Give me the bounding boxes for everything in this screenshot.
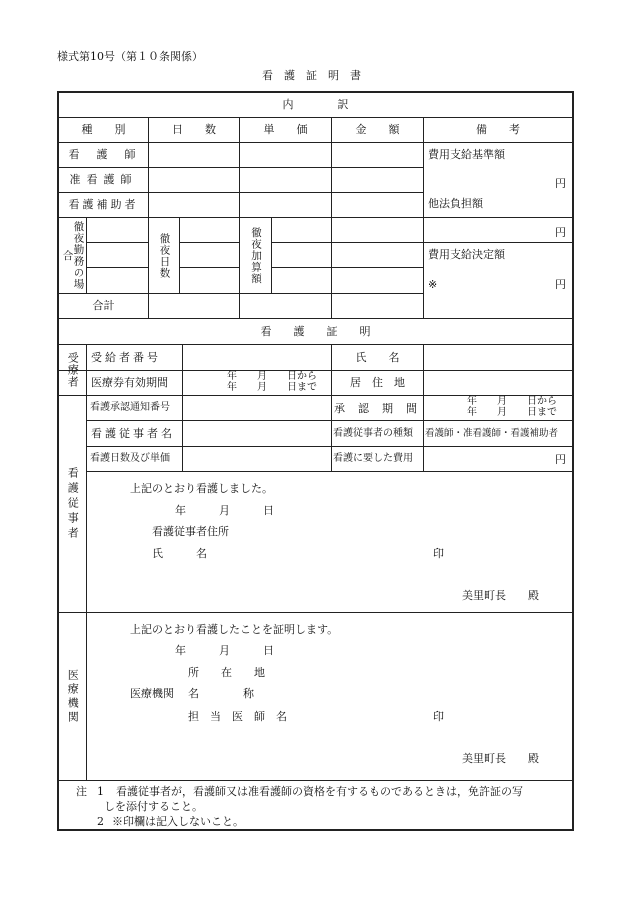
vline	[271, 217, 272, 293]
remark-other: 他法負担額	[428, 197, 483, 210]
mark: ※	[428, 278, 438, 291]
period-date-from: 年 月 日から	[467, 396, 557, 407]
row-assoc-nurse: 准看護師	[69, 173, 138, 187]
caregiver-type-value: 看護師・准看護師・看護補助者	[425, 428, 559, 439]
remark-decided: 費用支給決定額	[428, 248, 505, 261]
recipient-no: 受給者番号	[91, 351, 161, 364]
col-amount: 金 額	[355, 123, 400, 137]
card-date-to: 年 月 日まで	[227, 382, 317, 393]
caregiver-address: 看護従事者住所	[152, 525, 229, 538]
hline	[57, 780, 574, 781]
vline	[86, 217, 87, 293]
approval-period: 承 認 期 間	[334, 402, 418, 415]
days-and-price: 看護日数及び単価	[90, 453, 170, 464]
note-2-text: ※印欄は記入しないこと。	[112, 815, 244, 828]
hline	[271, 267, 423, 268]
institution-name: 名 称	[188, 687, 254, 700]
institution-group	[59, 613, 86, 780]
institution-date: 年 月 日	[175, 644, 274, 657]
notes-label: 注	[76, 785, 87, 798]
hline	[179, 242, 239, 243]
note-1-number: 1	[97, 785, 104, 798]
col-days: 日 数	[172, 123, 216, 137]
card-date-from: 年 月 日から	[227, 371, 317, 382]
row-nurse: 看 護 師	[68, 148, 139, 162]
patient-group	[59, 345, 86, 395]
institution-label: 医療機関	[130, 687, 174, 700]
yen-4: 円	[555, 453, 566, 466]
approval-notice-no: 看護承認通知番号	[90, 402, 170, 413]
night-add-label: 徹夜加算額	[250, 226, 262, 285]
frame-bottom	[57, 829, 574, 831]
hline	[57, 217, 574, 218]
caregiver-date: 年 月 日	[175, 504, 274, 517]
yen-2: 円	[555, 226, 566, 239]
medical-card-valid: 医療券有効期間	[91, 376, 168, 389]
seal-2: 印	[433, 710, 444, 723]
caregiver-name: 看護従事者名	[91, 427, 175, 440]
night-group-label: 徹夜勤務の場合	[61, 221, 85, 290]
breakdown-heading: 内 訳	[282, 98, 349, 112]
remark-standard: 費用支給基準額	[428, 148, 505, 161]
caregiver-group-label: 看護従事者	[66, 466, 80, 542]
patient-group-label: 受療者	[66, 352, 80, 388]
row-assistant: 看護補助者	[68, 198, 139, 212]
patient-name: 氏 名	[355, 350, 400, 364]
hline	[57, 344, 574, 345]
vline	[331, 117, 332, 318]
vline	[179, 217, 180, 293]
night-days	[149, 218, 179, 293]
period-date-to: 年 月 日まで	[467, 407, 557, 418]
form-number: 様式第10号（第１０条関係）	[57, 50, 203, 63]
institution-statement: 上記のとおり看護したことを証明します。	[130, 623, 339, 636]
hline	[86, 446, 574, 447]
col-type: 種 別	[81, 123, 126, 137]
note-1-line-1: 看護従事者が，看護師又は准看護師の資格を有するものであるときは，免許証の写	[116, 785, 523, 798]
caregiver-signer-name: 氏 名	[152, 547, 207, 560]
caregiver-statement: 上記のとおり看護しました。	[130, 482, 273, 495]
caregiver-group	[59, 396, 86, 612]
institution-group-label: 医療機関	[66, 668, 80, 725]
vline	[86, 344, 87, 780]
note-2-number: 2	[97, 815, 104, 828]
vline	[182, 344, 183, 471]
hline	[423, 242, 574, 243]
frame-right	[572, 91, 574, 831]
caregiver-type-label: 看護従事者の種類	[333, 428, 413, 439]
vline	[423, 117, 424, 318]
note-1-line-2: しを添付すること。	[104, 800, 203, 813]
night-add	[240, 218, 271, 293]
hline	[57, 612, 574, 613]
doctor: 担 当 医 師 名	[188, 710, 287, 723]
hline	[86, 420, 574, 421]
hline	[86, 471, 574, 472]
location: 所 在 地	[188, 666, 265, 679]
addressee-1: 美里町長 殿	[462, 589, 539, 602]
vline	[423, 344, 424, 471]
page-title: 看 護 証 明 書	[262, 69, 361, 82]
addressee-2: 美里町長 殿	[462, 752, 539, 765]
certification-heading: 看 護 証 明	[260, 324, 371, 338]
night-days-label: 徹夜日数	[158, 232, 171, 279]
yen-3: 円	[555, 278, 566, 291]
row-night-group	[59, 218, 86, 293]
hline	[271, 242, 423, 243]
row-total: 合計	[92, 299, 115, 313]
hline	[86, 267, 148, 268]
yen-1: 円	[555, 177, 566, 190]
address: 居 住 地	[350, 376, 405, 390]
hline	[86, 242, 148, 243]
col-unit-price: 単 価	[263, 123, 308, 137]
seal-1: 印	[433, 547, 444, 560]
hline	[179, 267, 239, 268]
required-cost: 看護に要した費用	[333, 453, 413, 464]
col-remarks: 備 考	[476, 123, 520, 137]
